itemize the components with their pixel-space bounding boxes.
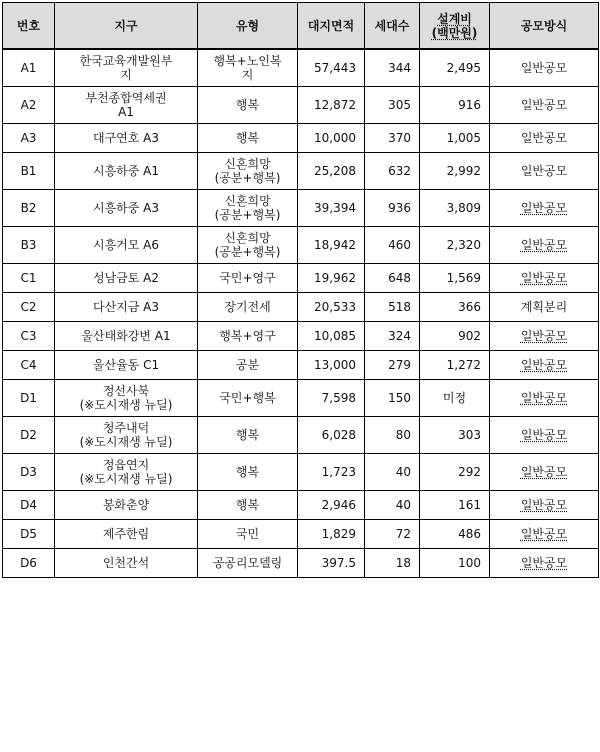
district-line: 인천간석	[102, 556, 150, 570]
row-number-cell: D6	[3, 549, 55, 578]
type-cell	[198, 454, 298, 491]
district-cell	[55, 264, 198, 293]
header-site-area: 대지면적	[298, 3, 365, 50]
district-line: 지	[120, 68, 132, 82]
units-cell: 936	[365, 190, 420, 227]
type-cell	[198, 190, 298, 227]
type-line: (공분+행복)	[214, 171, 281, 185]
table-row	[3, 293, 599, 322]
table-row	[3, 49, 599, 87]
district-cell	[55, 293, 198, 322]
design-fee-cell: 366	[420, 293, 490, 322]
design-fee-cell: 2,320	[420, 227, 490, 264]
type-line: (공분+행복)	[214, 245, 281, 259]
row-number-cell: C2	[3, 293, 55, 322]
type-line: 행복	[235, 428, 260, 442]
method-cell	[490, 87, 599, 124]
design-fee-cell: 292	[420, 454, 490, 491]
type-cell	[198, 549, 298, 578]
row-number-cell: D2	[3, 417, 55, 454]
row-number-cell: B2	[3, 190, 55, 227]
method-cell	[490, 190, 599, 227]
table-row	[3, 417, 599, 454]
site-area-cell: 397.5	[298, 549, 365, 578]
district-line: 다산지금 A3	[92, 300, 160, 314]
method-cell	[490, 417, 599, 454]
district-line: 정선사북	[102, 384, 150, 398]
type-cell	[198, 322, 298, 351]
type-cell	[198, 87, 298, 124]
type-line: 행복	[235, 465, 260, 479]
method-text: 일반공모	[520, 98, 568, 112]
table-row	[3, 153, 599, 190]
site-area-cell: 19,962	[298, 264, 365, 293]
type-line: 장기전세	[224, 300, 271, 314]
row-number-cell: C1	[3, 264, 55, 293]
type-cell	[198, 293, 298, 322]
design-competition-table	[2, 2, 599, 578]
type-line: 국민+행복	[219, 391, 276, 405]
method-cell	[490, 351, 599, 380]
district-cell	[55, 520, 198, 549]
type-line: (공분+행복)	[214, 208, 281, 222]
site-area-cell: 2,946	[298, 491, 365, 520]
site-area-cell: 18,942	[298, 227, 365, 264]
district-line: 울산태화강변 A1	[81, 329, 171, 343]
method-text: 일반공모	[520, 358, 568, 372]
type-line: 국민	[235, 527, 260, 541]
table-row	[3, 380, 599, 417]
type-cell	[198, 153, 298, 190]
method-text: 일반공모	[520, 238, 568, 252]
method-text: 일반공모	[520, 201, 568, 215]
site-area-cell: 12,872	[298, 87, 365, 124]
district-cell	[55, 322, 198, 351]
method-cell	[490, 264, 599, 293]
type-cell	[198, 124, 298, 153]
design-fee-cell: 1,272	[420, 351, 490, 380]
district-line: 대구연호 A3	[92, 131, 160, 145]
district-line: 봉화춘양	[102, 498, 150, 512]
units-cell: 518	[365, 293, 420, 322]
design-fee-cell: 2,495	[420, 49, 490, 87]
header-number: 번호	[3, 3, 55, 50]
header-units: 세대수	[365, 3, 420, 50]
site-area-cell: 13,000	[298, 351, 365, 380]
district-cell	[55, 351, 198, 380]
units-cell: 150	[365, 380, 420, 417]
district-cell	[55, 190, 198, 227]
type-cell	[198, 264, 298, 293]
method-text: 일반공모	[520, 391, 568, 405]
units-cell: 279	[365, 351, 420, 380]
row-number-cell: B3	[3, 227, 55, 264]
table-row	[3, 87, 599, 124]
design-fee-cell: 1,569	[420, 264, 490, 293]
site-area-cell: 1,829	[298, 520, 365, 549]
row-number-cell: A1	[3, 49, 55, 87]
method-cell	[490, 293, 599, 322]
method-cell	[490, 520, 599, 549]
table-row	[3, 491, 599, 520]
district-cell	[55, 549, 198, 578]
type-line: 행복+영구	[219, 329, 276, 343]
district-line: (※도시재생 뉴딜)	[79, 435, 173, 449]
type-cell	[198, 227, 298, 264]
row-number-cell: A2	[3, 87, 55, 124]
design-fee-cell: 486	[420, 520, 490, 549]
row-number-cell: D4	[3, 491, 55, 520]
method-text: 일반공모	[520, 527, 568, 541]
district-line: 정읍연지	[102, 458, 150, 472]
type-line: 신혼희망	[224, 194, 271, 208]
method-cell	[490, 124, 599, 153]
header-design-fee-unit: (백만원)	[431, 25, 478, 40]
row-number-cell: D1	[3, 380, 55, 417]
type-line: 공분	[235, 358, 260, 372]
design-fee-cell: 902	[420, 322, 490, 351]
table-row	[3, 124, 599, 153]
district-cell	[55, 454, 198, 491]
units-cell: 324	[365, 322, 420, 351]
units-cell: 18	[365, 549, 420, 578]
header-type: 유형	[198, 3, 298, 50]
district-line: 한국교육개발원부	[79, 54, 173, 68]
type-line: 국민+영구	[219, 271, 276, 285]
table-row	[3, 454, 599, 491]
type-line: 공공리모델링	[212, 556, 283, 570]
table-row	[3, 549, 599, 578]
method-text: 일반공모	[520, 131, 568, 145]
district-line: A1	[118, 105, 134, 119]
site-area-cell: 10,000	[298, 124, 365, 153]
method-cell	[490, 322, 599, 351]
type-cell	[198, 351, 298, 380]
design-fee-cell: 미정	[420, 380, 490, 417]
row-number-cell: A3	[3, 124, 55, 153]
district-cell	[55, 227, 198, 264]
district-line: 청주내덕	[102, 421, 150, 435]
type-cell	[198, 491, 298, 520]
type-line: 행복	[235, 98, 260, 112]
design-fee-cell: 2,992	[420, 153, 490, 190]
design-fee-cell: 303	[420, 417, 490, 454]
district-line: 울산율동 C1	[92, 358, 160, 372]
type-cell	[198, 380, 298, 417]
method-text: 일반공모	[520, 428, 568, 442]
type-cell	[198, 520, 298, 549]
table-body	[3, 49, 599, 578]
units-cell: 370	[365, 124, 420, 153]
units-cell: 40	[365, 491, 420, 520]
table-row	[3, 351, 599, 380]
district-cell	[55, 87, 198, 124]
type-line: 신혼희망	[224, 231, 271, 245]
header-district: 지구	[55, 3, 198, 50]
row-number-cell: C4	[3, 351, 55, 380]
method-text: 일반공모	[520, 164, 568, 178]
district-cell	[55, 153, 198, 190]
site-area-cell: 39,394	[298, 190, 365, 227]
district-line: 시흥하중 A3	[92, 201, 160, 215]
district-cell	[55, 49, 198, 87]
method-text: 일반공모	[520, 329, 568, 343]
method-text: 일반공모	[520, 465, 568, 479]
method-cell	[490, 454, 599, 491]
row-number-cell: B1	[3, 153, 55, 190]
method-text: 일반공모	[520, 556, 568, 570]
design-fee-cell: 3,809	[420, 190, 490, 227]
method-cell	[490, 49, 599, 87]
method-cell	[490, 380, 599, 417]
district-cell	[55, 380, 198, 417]
units-cell: 305	[365, 87, 420, 124]
units-cell: 632	[365, 153, 420, 190]
site-area-cell: 20,533	[298, 293, 365, 322]
type-cell	[198, 417, 298, 454]
design-fee-cell: 916	[420, 87, 490, 124]
site-area-cell: 7,598	[298, 380, 365, 417]
method-cell	[490, 491, 599, 520]
type-line: 행복	[235, 131, 260, 145]
type-line: 신혼희망	[224, 157, 271, 171]
units-cell: 40	[365, 454, 420, 491]
design-fee-cell: 161	[420, 491, 490, 520]
method-cell	[490, 549, 599, 578]
site-area-cell: 6,028	[298, 417, 365, 454]
district-cell	[55, 491, 198, 520]
method-text: 일반공모	[520, 61, 568, 75]
method-text: 계획분리	[520, 300, 568, 314]
district-line: 시흥거모 A6	[92, 238, 160, 252]
type-cell	[198, 49, 298, 87]
row-number-cell: D3	[3, 454, 55, 491]
district-cell	[55, 124, 198, 153]
design-fee-cell: 1,005	[420, 124, 490, 153]
district-line: (※도시재생 뉴딜)	[79, 398, 173, 412]
district-cell	[55, 417, 198, 454]
type-line: 행복	[235, 498, 260, 512]
row-number-cell: C3	[3, 322, 55, 351]
type-line: 행복+노인복	[213, 54, 282, 68]
site-area-cell: 10,085	[298, 322, 365, 351]
units-cell: 648	[365, 264, 420, 293]
site-area-cell: 25,208	[298, 153, 365, 190]
header-design-fee	[420, 3, 490, 50]
units-cell: 460	[365, 227, 420, 264]
district-line: 시흥하중 A1	[92, 164, 160, 178]
district-line: 제주한림	[102, 527, 150, 541]
site-area-cell: 1,723	[298, 454, 365, 491]
header-method: 공모방식	[490, 3, 599, 50]
site-area-cell: 57,443	[298, 49, 365, 87]
type-line: 지	[241, 68, 254, 82]
table-row	[3, 520, 599, 549]
units-cell: 80	[365, 417, 420, 454]
method-text: 일반공모	[520, 498, 568, 512]
district-line: 성남금토 A2	[92, 271, 160, 285]
district-line: 부천종합역세권	[85, 91, 167, 105]
table-row	[3, 322, 599, 351]
table-row	[3, 227, 599, 264]
units-cell: 344	[365, 49, 420, 87]
method-cell	[490, 227, 599, 264]
header-row	[3, 3, 599, 50]
header-design-fee-label: 설계비	[437, 11, 472, 26]
row-number-cell: D5	[3, 520, 55, 549]
table-row	[3, 264, 599, 293]
method-text: 일반공모	[520, 271, 568, 285]
method-cell	[490, 153, 599, 190]
table-row	[3, 190, 599, 227]
design-fee-cell: 100	[420, 549, 490, 578]
units-cell: 72	[365, 520, 420, 549]
district-line: (※도시재생 뉴딜)	[79, 472, 173, 486]
